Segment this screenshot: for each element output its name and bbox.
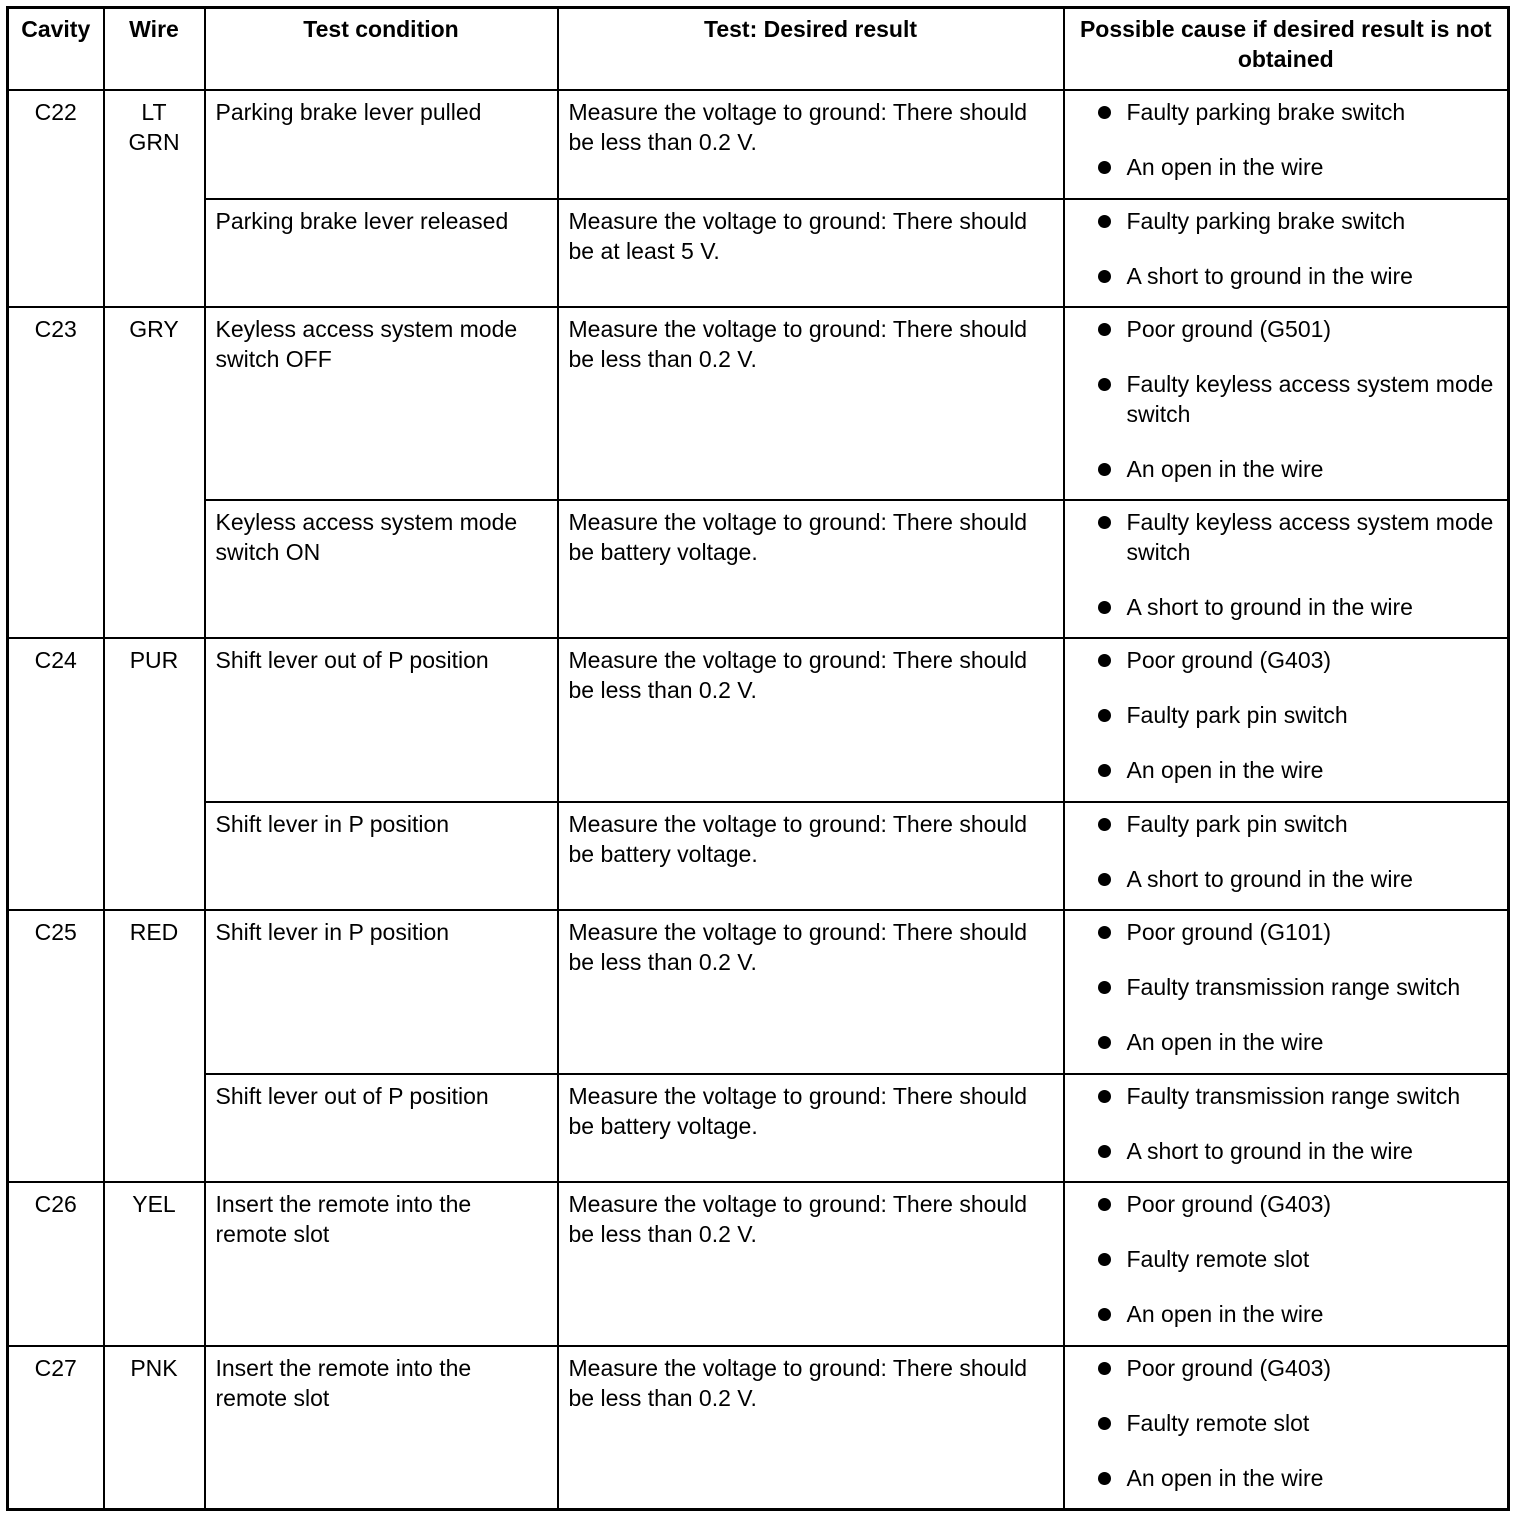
table-row bbox=[8, 1346, 1509, 1510]
cause-text: Poor ground (G101) bbox=[1126, 918, 1332, 945]
cause-list bbox=[1075, 809, 1498, 894]
bullet-icon bbox=[1098, 270, 1111, 283]
bullet-icon bbox=[1098, 1198, 1111, 1211]
bullet-icon bbox=[1098, 215, 1111, 228]
cause-list-item bbox=[1075, 1244, 1498, 1274]
cause-list-item bbox=[1075, 369, 1498, 429]
bullet-icon bbox=[1098, 1036, 1111, 1049]
possible-cause-cell bbox=[1064, 90, 1509, 199]
possible-cause-cell bbox=[1064, 1182, 1509, 1346]
test-condition-cell: Parking brake lever released bbox=[205, 199, 558, 307]
cause-list-item bbox=[1075, 454, 1498, 484]
cause-text: An open in the wire bbox=[1126, 1464, 1324, 1491]
header-test-condition: Test condition bbox=[205, 8, 558, 90]
bullet-icon bbox=[1098, 601, 1111, 614]
bullet-icon bbox=[1098, 1145, 1111, 1158]
wire-color-label: YEL bbox=[132, 1190, 176, 1217]
bullet-icon bbox=[1098, 323, 1111, 336]
cause-list bbox=[1075, 507, 1498, 622]
cause-text: Faulty remote slot bbox=[1126, 1245, 1310, 1272]
test-condition-cell: Insert the remote into the remote slot bbox=[205, 1182, 558, 1346]
cause-list-item bbox=[1075, 864, 1498, 894]
cause-text: Poor ground (G403) bbox=[1126, 1354, 1332, 1381]
troubleshooting-table bbox=[6, 6, 1510, 1511]
cause-list-item bbox=[1075, 507, 1498, 567]
bullet-icon bbox=[1098, 873, 1111, 886]
cause-text: A short to ground in the wire bbox=[1126, 1137, 1413, 1164]
possible-cause-cell bbox=[1064, 1074, 1509, 1182]
cause-list-item bbox=[1075, 592, 1498, 622]
bullet-icon bbox=[1098, 516, 1111, 529]
cavity-cell: C26 bbox=[8, 1182, 104, 1346]
table-row bbox=[8, 910, 1509, 1074]
cause-list-item bbox=[1075, 917, 1498, 947]
wire-cell bbox=[104, 638, 205, 910]
bullet-icon bbox=[1098, 818, 1111, 831]
cause-list bbox=[1075, 1353, 1498, 1493]
cause-text: Faulty transmission range switch bbox=[1126, 1082, 1461, 1109]
cause-text: Poor ground (G403) bbox=[1126, 1190, 1332, 1217]
table-row bbox=[8, 1074, 1509, 1182]
desired-result-cell: Measure the voltage to ground: There should be less than 0.2 V. bbox=[558, 1346, 1064, 1510]
bullet-icon bbox=[1098, 1417, 1111, 1430]
bullet-icon bbox=[1098, 463, 1111, 476]
cause-list-item bbox=[1075, 972, 1498, 1002]
cause-list-item bbox=[1075, 261, 1498, 291]
table-row bbox=[8, 638, 1509, 802]
cause-list-item bbox=[1075, 700, 1498, 730]
cause-list-item bbox=[1075, 1353, 1498, 1383]
cause-list bbox=[1075, 645, 1498, 785]
wire-cell bbox=[104, 90, 205, 307]
cause-list-item bbox=[1075, 1189, 1498, 1219]
cause-list bbox=[1075, 1081, 1498, 1166]
cavity-cell: C22 bbox=[8, 90, 104, 307]
wire-cell bbox=[104, 1346, 205, 1510]
test-condition-cell: Keyless access system mode switch OFF bbox=[205, 307, 558, 500]
table-row bbox=[8, 1182, 1509, 1346]
table-row bbox=[8, 307, 1509, 500]
wire-cell bbox=[104, 910, 205, 1182]
bullet-icon bbox=[1098, 161, 1111, 174]
cause-text: A short to ground in the wire bbox=[1126, 593, 1413, 620]
wire-color-label: GRY bbox=[129, 315, 179, 342]
cause-list bbox=[1075, 917, 1498, 1057]
cause-text: Faulty remote slot bbox=[1126, 1409, 1310, 1436]
wire-cell bbox=[104, 307, 205, 638]
cause-text: A short to ground in the wire bbox=[1126, 262, 1413, 289]
bullet-icon bbox=[1098, 106, 1111, 119]
cause-text: Faulty parking brake switch bbox=[1126, 207, 1406, 234]
cavity-cell: C23 bbox=[8, 307, 104, 638]
desired-result-cell: Measure the voltage to ground: There should be less than 0.2 V. bbox=[558, 638, 1064, 802]
cause-text: An open in the wire bbox=[1126, 1028, 1324, 1055]
cause-list-item bbox=[1075, 1081, 1498, 1111]
test-condition-cell: Parking brake lever pulled bbox=[205, 90, 558, 199]
wire-color-label: RED bbox=[129, 918, 179, 945]
cause-list-item bbox=[1075, 809, 1498, 839]
cause-list-item bbox=[1075, 1408, 1498, 1438]
cause-list-item bbox=[1075, 645, 1498, 675]
wire-cell bbox=[104, 1182, 205, 1346]
bullet-icon bbox=[1098, 764, 1111, 777]
cause-text: An open in the wire bbox=[1126, 455, 1324, 482]
cause-text: Faulty parking brake switch bbox=[1126, 98, 1406, 125]
test-condition-cell: Shift lever out of P position bbox=[205, 1074, 558, 1182]
wire-color-label: LT bbox=[141, 98, 167, 125]
bullet-icon bbox=[1098, 1472, 1111, 1485]
bullet-icon bbox=[1098, 709, 1111, 722]
wire-color-label: GRN bbox=[128, 128, 180, 155]
cause-text: Faulty park pin switch bbox=[1126, 701, 1348, 728]
cause-text: A short to ground in the wire bbox=[1126, 865, 1413, 892]
test-condition-cell: Shift lever out of P position bbox=[205, 638, 558, 802]
table-row bbox=[8, 802, 1509, 910]
cause-list-item bbox=[1075, 755, 1498, 785]
bullet-icon bbox=[1098, 926, 1111, 939]
cause-text: Faulty keyless access system mode switch bbox=[1126, 370, 1494, 427]
test-condition-cell: Insert the remote into the remote slot bbox=[205, 1346, 558, 1510]
desired-result-cell: Measure the voltage to ground: There should be battery voltage. bbox=[558, 500, 1064, 638]
cause-list bbox=[1075, 206, 1498, 291]
cause-text: An open in the wire bbox=[1126, 153, 1324, 180]
table-body bbox=[8, 90, 1509, 1510]
cause-list-item bbox=[1075, 1463, 1498, 1493]
wire-color-label: PUR bbox=[129, 646, 179, 673]
bullet-icon bbox=[1098, 981, 1111, 994]
cause-text: An open in the wire bbox=[1126, 756, 1324, 783]
cavity-cell: C24 bbox=[8, 638, 104, 910]
test-condition-cell: Keyless access system mode switch ON bbox=[205, 500, 558, 638]
header-cavity: Cavity bbox=[8, 8, 104, 90]
cause-list bbox=[1075, 97, 1498, 182]
header-wire: Wire bbox=[104, 8, 205, 90]
test-condition-cell: Shift lever in P position bbox=[205, 802, 558, 910]
cause-list bbox=[1075, 1189, 1498, 1329]
header-possible-cause: Possible cause if desired result is not obtained bbox=[1064, 8, 1509, 90]
desired-result-cell: Measure the voltage to ground: There should be battery voltage. bbox=[558, 802, 1064, 910]
desired-result-cell: Measure the voltage to ground: There should be at least 5 V. bbox=[558, 199, 1064, 307]
possible-cause-cell bbox=[1064, 500, 1509, 638]
table-row bbox=[8, 199, 1509, 307]
cause-text: Faulty park pin switch bbox=[1126, 810, 1348, 837]
bullet-icon bbox=[1098, 378, 1111, 391]
cause-list-item bbox=[1075, 1299, 1498, 1329]
possible-cause-cell bbox=[1064, 638, 1509, 802]
cause-text: Faulty transmission range switch bbox=[1126, 973, 1461, 1000]
possible-cause-cell bbox=[1064, 199, 1509, 307]
cause-list-item bbox=[1075, 206, 1498, 236]
cause-text: Poor ground (G403) bbox=[1126, 646, 1332, 673]
cause-text: Faulty keyless access system mode switch bbox=[1126, 508, 1494, 565]
bullet-icon bbox=[1098, 1362, 1111, 1375]
bullet-icon bbox=[1098, 654, 1111, 667]
table-row bbox=[8, 90, 1509, 199]
desired-result-cell: Measure the voltage to ground: There should be less than 0.2 V. bbox=[558, 307, 1064, 500]
bullet-icon bbox=[1098, 1090, 1111, 1103]
desired-result-cell: Measure the voltage to ground: There should be battery voltage. bbox=[558, 1074, 1064, 1182]
cavity-cell: C25 bbox=[8, 910, 104, 1182]
header-desired-result: Test: Desired result bbox=[558, 8, 1064, 90]
header-row bbox=[8, 8, 1509, 90]
bullet-icon bbox=[1098, 1253, 1111, 1266]
desired-result-cell: Measure the voltage to ground: There should be less than 0.2 V. bbox=[558, 90, 1064, 199]
cause-list-item bbox=[1075, 152, 1498, 182]
cause-list-item bbox=[1075, 1027, 1498, 1057]
wire-color-label: PNK bbox=[130, 1354, 178, 1381]
cause-list-item bbox=[1075, 1136, 1498, 1166]
cause-list-item bbox=[1075, 97, 1498, 127]
possible-cause-cell bbox=[1064, 307, 1509, 500]
desired-result-cell: Measure the voltage to ground: There should be less than 0.2 V. bbox=[558, 1182, 1064, 1346]
desired-result-cell: Measure the voltage to ground: There should be less than 0.2 V. bbox=[558, 910, 1064, 1074]
possible-cause-cell bbox=[1064, 1346, 1509, 1510]
possible-cause-cell bbox=[1064, 802, 1509, 910]
cavity-cell: C27 bbox=[8, 1346, 104, 1510]
possible-cause-cell bbox=[1064, 910, 1509, 1074]
bullet-icon bbox=[1098, 1308, 1111, 1321]
cause-text: An open in the wire bbox=[1126, 1300, 1324, 1327]
test-condition-cell: Shift lever in P position bbox=[205, 910, 558, 1074]
cause-list-item bbox=[1075, 314, 1498, 344]
cause-list bbox=[1075, 314, 1498, 484]
cause-text: Poor ground (G501) bbox=[1126, 315, 1332, 342]
table-row bbox=[8, 500, 1509, 638]
